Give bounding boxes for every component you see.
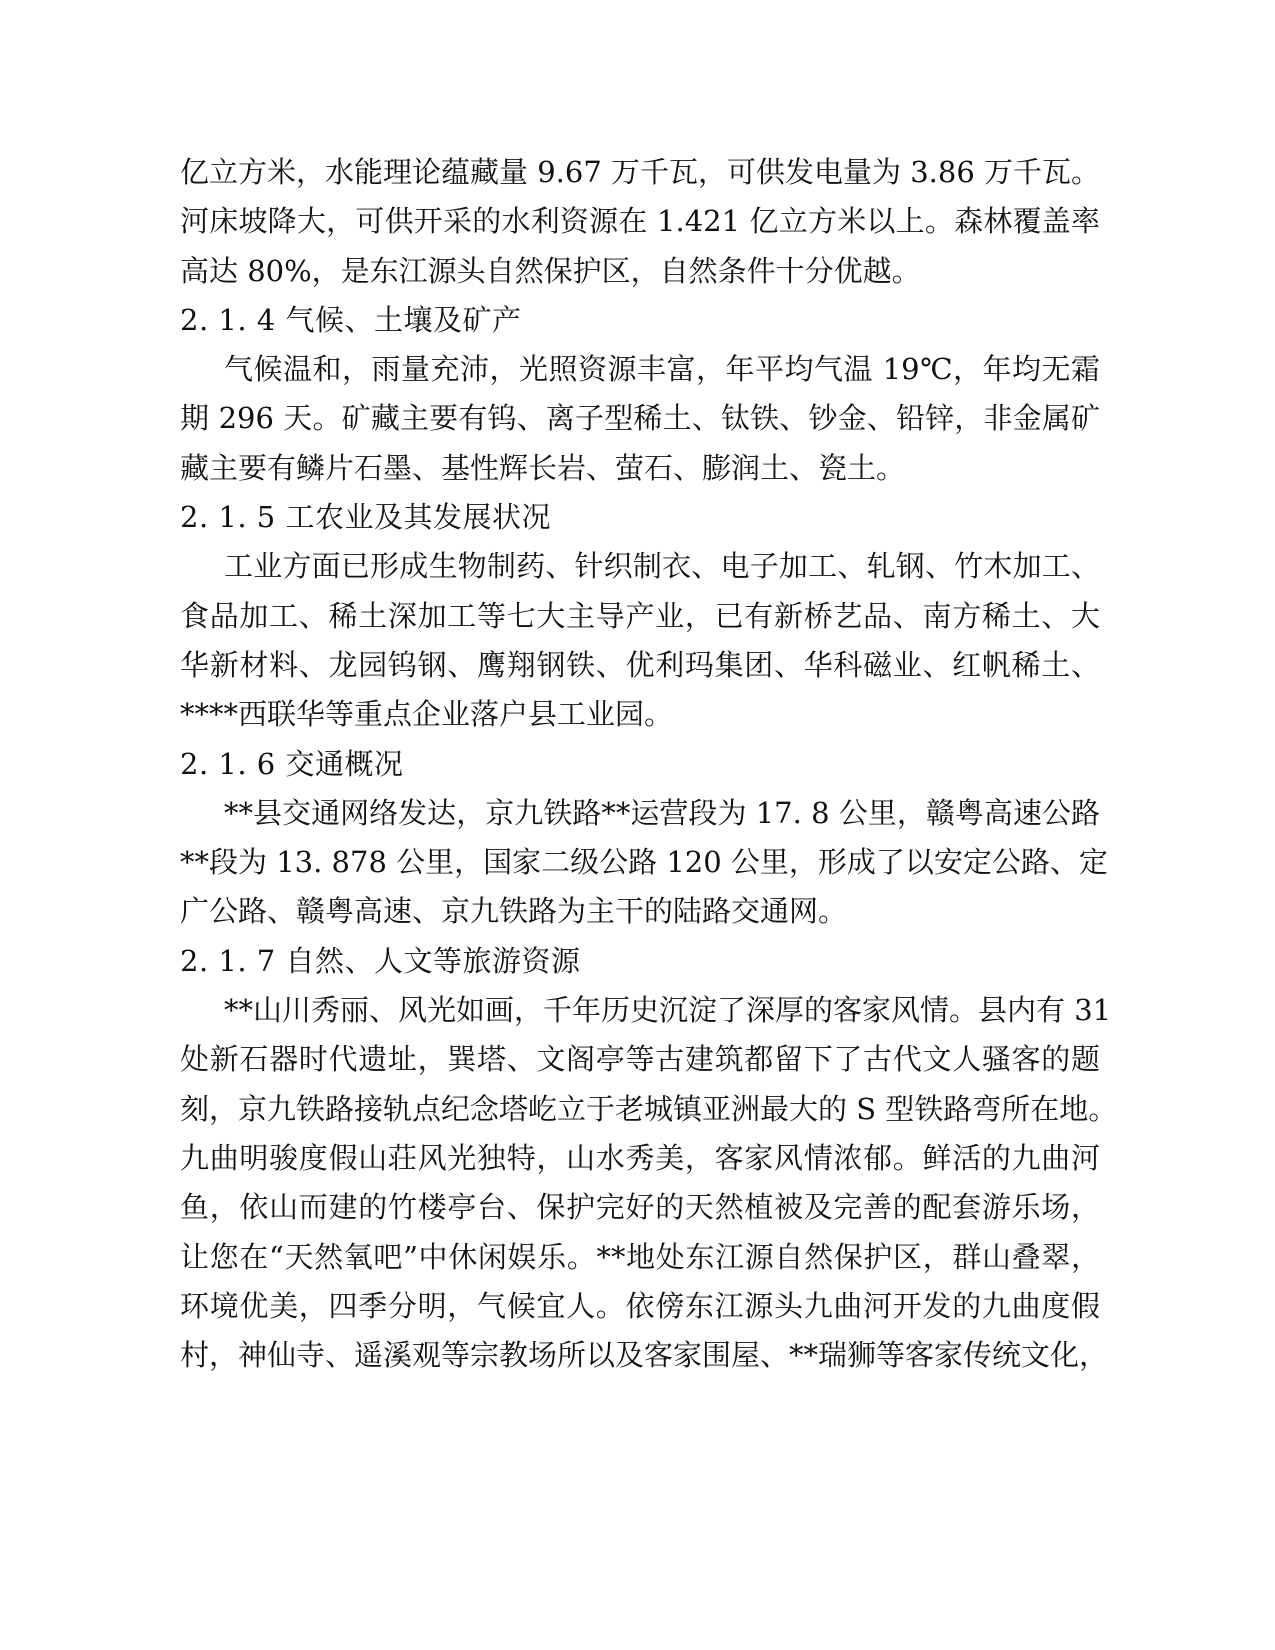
text-line: 高达 80%，是东江源头自然保护区，自然条件十分优越。 — [180, 253, 921, 288]
section-heading-2-1-7: 2. 1. 7 自然、人文等旅游资源 — [180, 943, 581, 978]
section-heading-2-1-5: 2. 1. 5 工农业及其发展状况 — [180, 500, 551, 535]
text-line: 工业方面已形成生物制药、针织制衣、电子加工、轧钢、竹木加工、 — [224, 549, 1100, 584]
section-heading-2-1-6: 2. 1. 6 交通概况 — [180, 746, 404, 781]
text-line: 村，神仙寺、遥溪观等宗教场所以及客家围屋、**瑞狮等客家传统文化， — [180, 1338, 1109, 1373]
text-line: 鱼，依山而建的竹楼亭台、保护完好的天然植被及完善的配套游乐场， — [180, 1190, 1100, 1225]
text-line: 广公路、赣粤高速、京九铁路为主干的陆路交通网。 — [180, 894, 848, 929]
text-line: 处新石器时代遗址，巽塔、文阁亭等古建筑都留下了古代文人骚客的题 — [180, 1042, 1100, 1077]
text-line: 食品加工、稀土深加工等七大主导产业，已有新桥艺品、南方稀土、大 — [180, 598, 1100, 633]
text-line: 藏主要有鳞片石墨、基性辉长岩、萤石、膨润土、瓷土。 — [180, 450, 906, 485]
document-page — [180, 148, 1118, 1380]
text-line: **县交通网络发达，京九铁路**运营段为 17. 8 公里，赣粤高速公路 — [224, 795, 1100, 830]
text-line: 九曲明骏度假山荘风光独特，山水秀美，客家风情浓郁。鲜活的九曲河 — [180, 1140, 1100, 1175]
text-line: 华新材料、龙园钨钢、鹰翔钢铁、优利玛集团、华科磁业、红帆稀土、 — [180, 647, 1100, 682]
text-line: 亿立方米，水能理论蕴藏量 9.67 万千瓦，可供发电量为 3.86 万千瓦。 — [180, 155, 1101, 189]
text-line: 刻，京九铁路接轨点纪念塔屹立于老城镇亚洲最大的 S 型铁路弯所在地。 — [180, 1091, 1118, 1126]
text-line: ****西联华等重点企业落户县工业园。 — [180, 697, 674, 732]
text-line: 环境优美，四季分明，气候宜人。依傍东江源头九曲河开发的九曲度假 — [180, 1288, 1100, 1323]
text-line: 河床坡降大，可供开采的水利资源在 1.421 亿立方米以上。森林覆盖率 — [180, 204, 1100, 239]
text-line: **山川秀丽、风光如画，千年历史沉淀了深厚的客家风情。县内有 31 — [224, 993, 1112, 1028]
text-line: 期 296 天。矿藏主要有钨、离子型稀土、钛铁、钞金、铅锌，非金属矿 — [180, 401, 1100, 436]
section-heading-2-1-4: 2. 1. 4 气候、土壤及矿产 — [180, 302, 522, 337]
text-line: 让您在“天然氧吧”中休闲娱乐。**地处东江源自然保护区，群山叠翠， — [180, 1239, 1100, 1274]
text-line: **段为 13. 878 公里，国家二级公路 120 公里，形成了以安定公路、定 — [180, 845, 1108, 880]
text-line: 气候温和，雨量充沛，光照资源丰富，年平均气温 19℃，年均无霜 — [224, 352, 1100, 387]
